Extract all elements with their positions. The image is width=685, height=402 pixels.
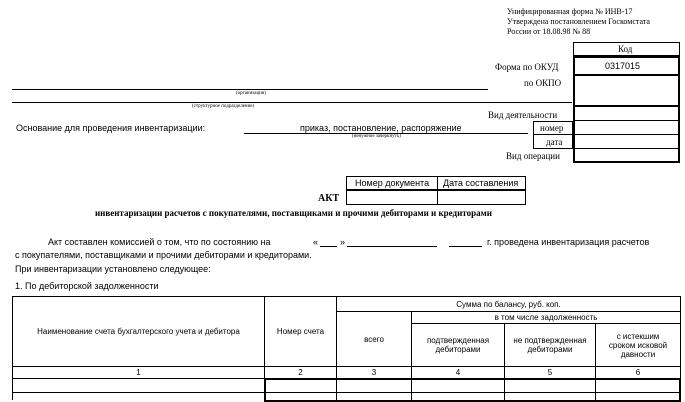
section-1: 1. По дебиторской задолженности — [15, 281, 159, 291]
act-subtitle: инвентаризации расчетов с покупателями, поставщиками и прочими дебиторами и кредиторами — [95, 208, 492, 218]
body-p2: При инвентаризации установлено следующее: — [15, 264, 211, 274]
not-confirmed-header: не подтвержденная дебиторами — [513, 336, 587, 354]
col1-header: Наименование счета бухгалтерского учета и дебитора — [37, 327, 240, 336]
subdivision-line — [12, 102, 572, 103]
operation-cell — [573, 149, 680, 163]
org-line — [12, 89, 488, 90]
form-line-1: Унифицированная форма № ИНВ-17 — [507, 7, 633, 16]
day-line — [320, 246, 337, 247]
form-line-3: России от 18.08.98 № 88 — [507, 27, 591, 36]
col-num-4: 4 — [455, 368, 461, 377]
body-p1-start: Акт составлен комиссией о том, что по состоянию на — [48, 237, 271, 247]
okud-label: Форма по ОКУД — [495, 62, 559, 72]
col-num-2: 2 — [298, 368, 303, 377]
form-line-2: Утверждена постановлением Госкомстата — [507, 17, 650, 26]
month-line — [347, 246, 437, 247]
act-title: АКТ — [318, 193, 340, 204]
basis-caption: (ненужное зачеркнуть) — [352, 134, 401, 139]
sub-header: в том числе задолженность — [494, 313, 598, 322]
doc-date-header: Дата составления — [443, 178, 519, 188]
data-thick-frame — [264, 378, 681, 402]
activity-label: Вид деятельности — [488, 110, 558, 120]
col-num-1: 1 — [136, 368, 141, 377]
org-caption: (организация) — [236, 91, 266, 96]
year-line — [449, 246, 482, 247]
col-num-6: 6 — [635, 368, 641, 377]
sum-header: Сумма по балансу, руб. коп. — [456, 299, 561, 309]
year-suffix: г. проведена инвентаризация расчетов — [487, 237, 650, 247]
quote-close: » — [340, 237, 346, 247]
number-cell — [573, 121, 680, 135]
col-num-3: 3 — [371, 368, 377, 377]
code-header: Код — [618, 44, 633, 54]
date-label: дата — [546, 137, 563, 147]
col2-header: Номер счета — [276, 327, 325, 336]
total-header: всего — [364, 334, 384, 344]
okpo-label: по ОКПО — [524, 78, 562, 88]
operation-label: Вид операции — [506, 151, 560, 161]
doc-number-header: Номер документа — [355, 178, 430, 188]
expired-header: с истекшим сроком исковой давности — [608, 331, 668, 359]
doc-table-row-line — [346, 189, 526, 191]
body-p1-line2: с покупателями, поставщиками и прочими дебиторами и кредиторами. — [15, 250, 312, 260]
confirmed-header: подтвержденная дебиторами — [426, 336, 490, 354]
activity-cell — [573, 107, 680, 121]
col-num-5: 5 — [547, 368, 553, 377]
basis-value: приказ, постановление, распоряжение — [300, 123, 462, 133]
basis-label: Основание для проведения инвентаризации: — [16, 123, 206, 133]
quote-open: « — [313, 237, 319, 247]
number-label: номер — [540, 123, 564, 133]
okud-value: 0317015 — [605, 61, 641, 71]
okpo-cell — [573, 75, 680, 107]
subdivision-caption: (структурное подразделение) — [192, 104, 255, 109]
date-cell — [573, 135, 680, 149]
